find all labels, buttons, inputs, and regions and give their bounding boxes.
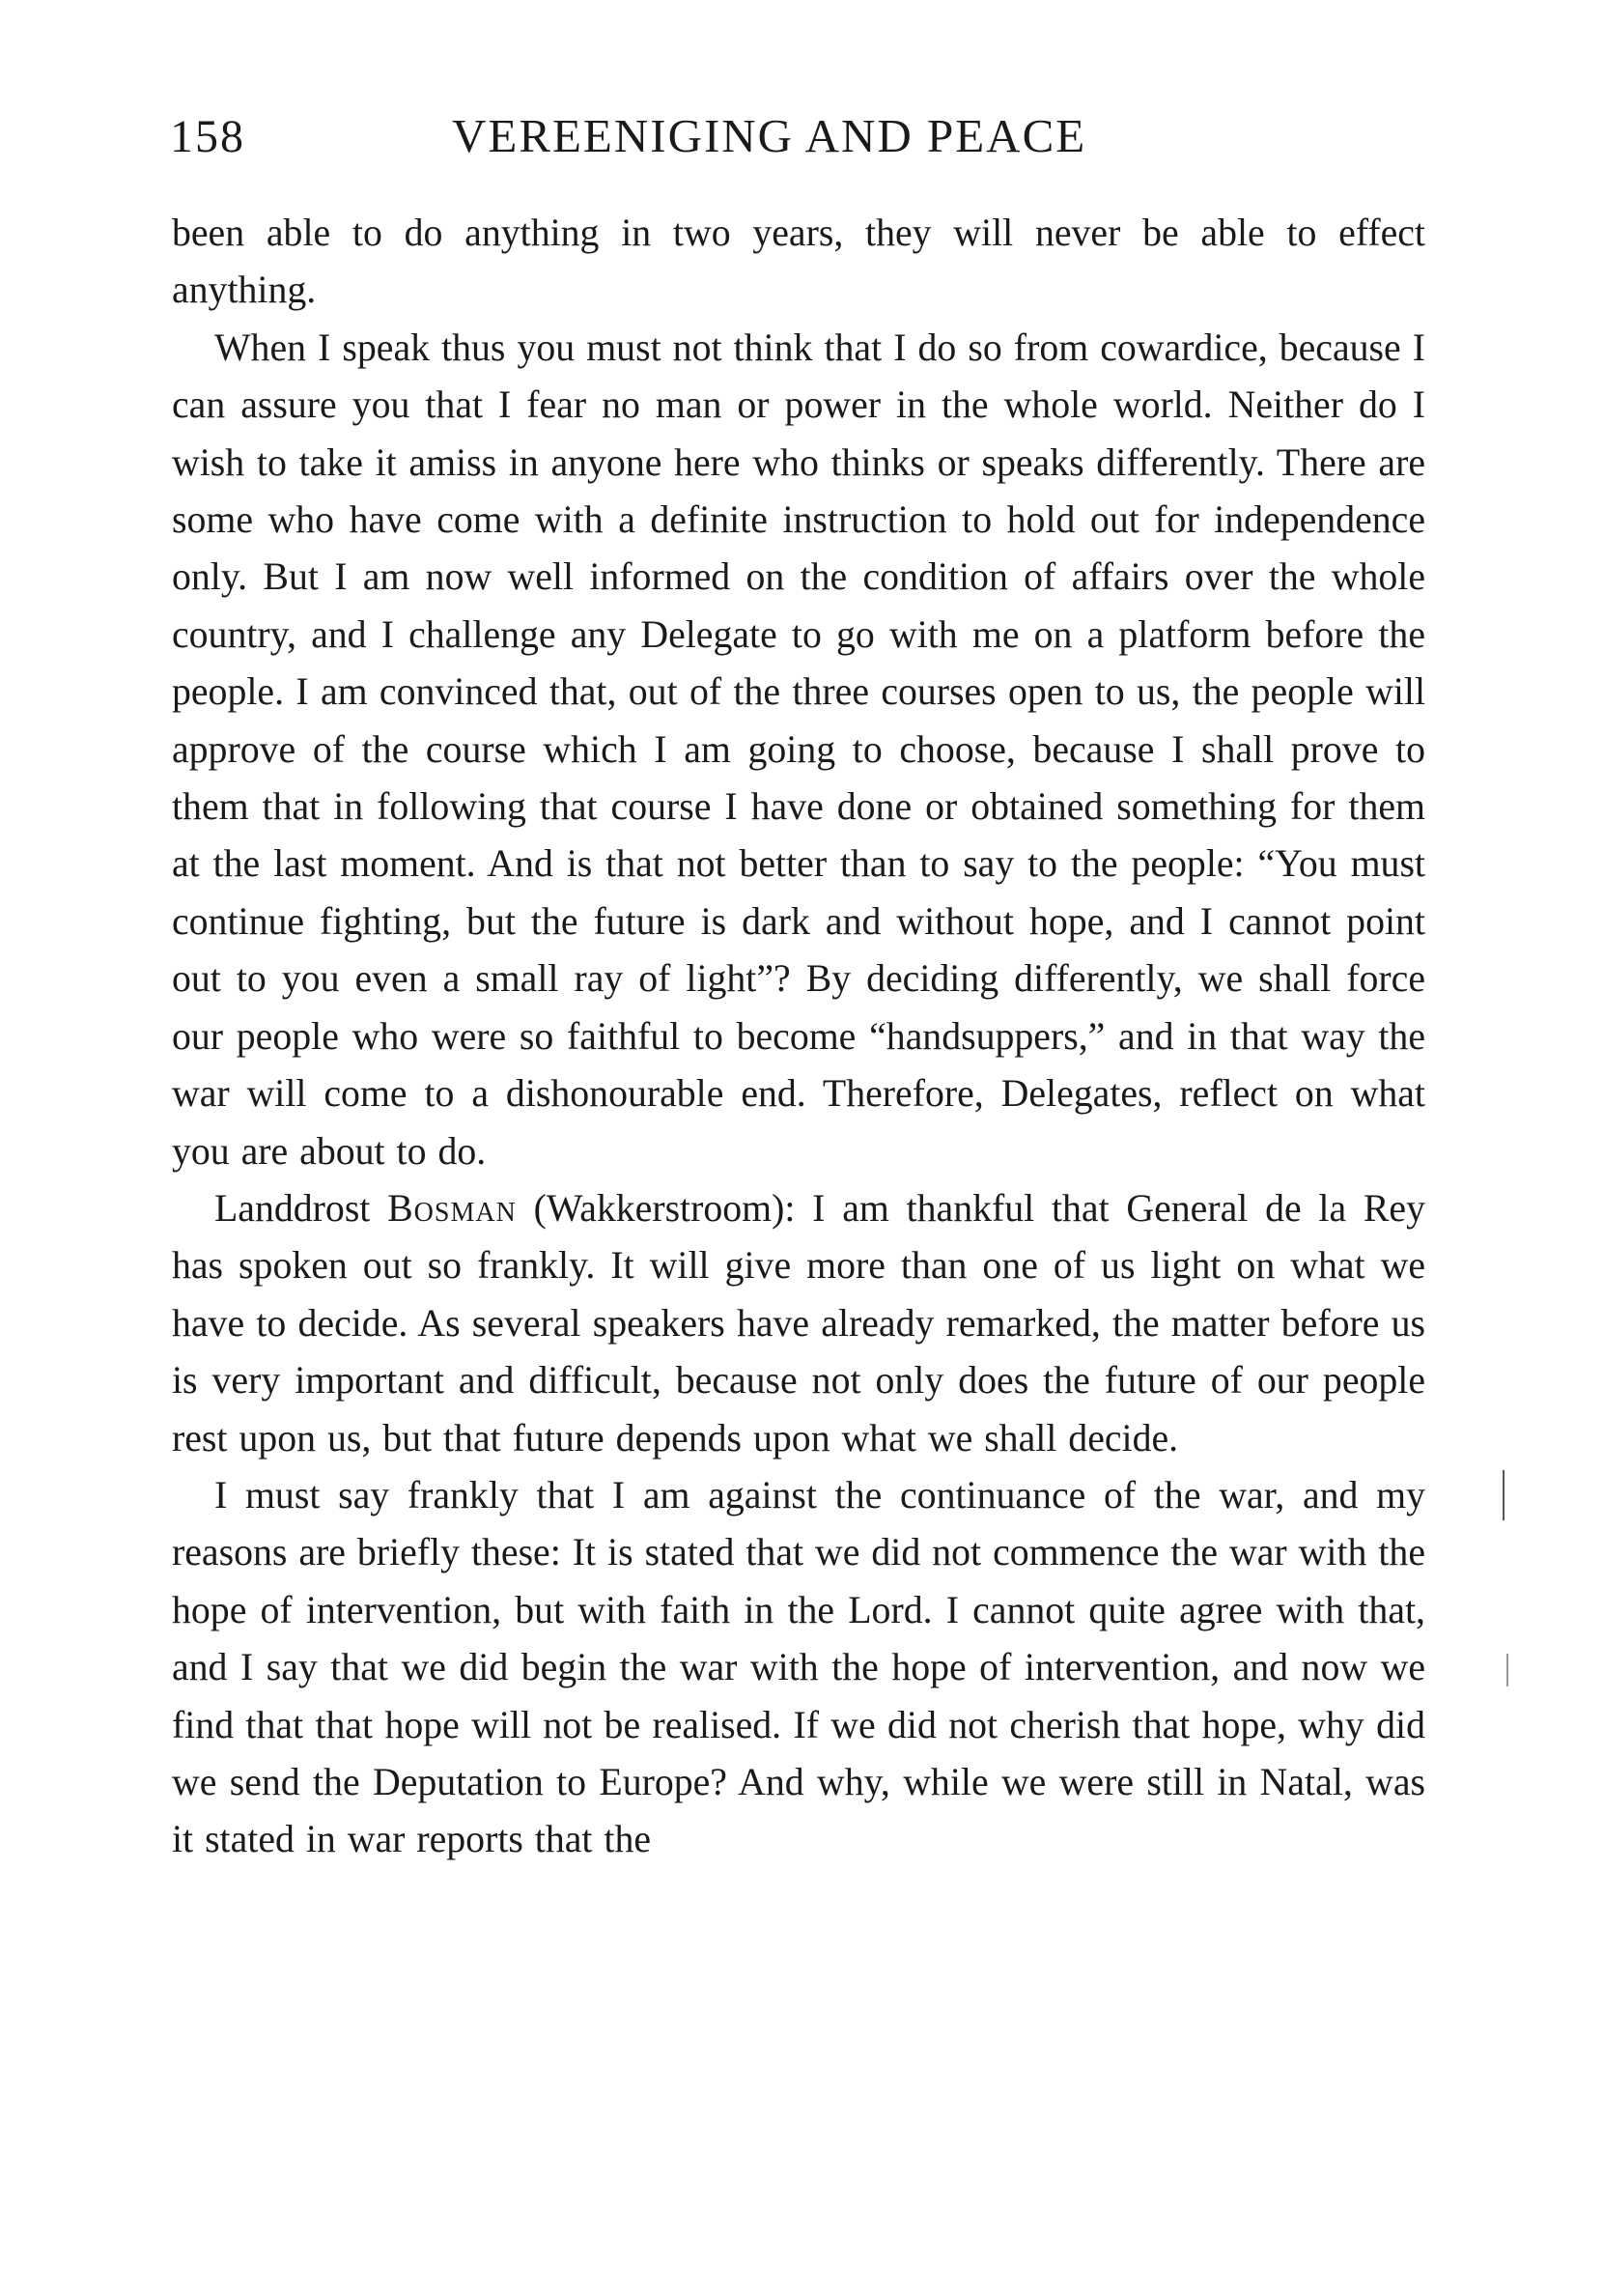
paragraph-speech bbox=[172, 1180, 1425, 1467]
running-head bbox=[170, 104, 1429, 172]
speech-text: (Wakkerstroom): I am thankful that General de la Rey has spoken out so frankly. It will give more than one of us light on what we have to decide. As several speakers have already remarked, the matter before us is very important and difficult, because not only does the future of our people rest upon us, but that future depends upon what we shall decide. bbox=[172, 1186, 1425, 1460]
paragraph: I must say frankly that I am against the continuance of the war, and my reasons are briefly these: It is stated that we did not commence the war with the hope of intervention, but with faith in the Lord. I cannot quite agree with that, and I say that we did begin the war with the hope of intervention, and now we find that that hope will not be realised. If we did not cherish that hope, why did we send the Deputation to Europe? And why, while we were still in Natal, was it stated in war reports that the bbox=[172, 1473, 1425, 1861]
speaker-name: Bosman bbox=[387, 1186, 517, 1230]
paragraph-continuation: been able to do anything in two years, they will never be able to effect anything. bbox=[172, 212, 1425, 312]
margin-scan-mark bbox=[1506, 1654, 1508, 1687]
page-number: 158 bbox=[170, 111, 245, 162]
margin-scan-mark bbox=[1503, 1470, 1505, 1520]
running-title: VEREENIGING AND PEACE bbox=[452, 109, 1087, 162]
body-text bbox=[172, 205, 1425, 1869]
paragraph: When I speak thus you must not think that I do so from cowardice, because I can assure you that I fear no man or power in the whole world. Neither do I wish to take it amiss in anyone here who thinks or speaks differently. There are some who have come with a definite instruction to hold out for independence only. But I am now well informed on the condition of affairs over the whole country, and I challenge any Delegate to go with me on a platform before the people. I am convinced that, out of the three courses open to us, the people will approve of the course which I am going to choose, because I shall prove to them that in following that course I have done or obtained something for them at the last moment. And is that not better than to say to the people: “You must continue fighting, but the future is dark and without hope, and I cannot point out to you even a small ray of light”? By deciding differently, we shall force our people who were so faithful to become “handsuppers,” and in that way the war will come to a dishonourable end. Therefore, Delegates, reflect on what you are about to do. bbox=[172, 326, 1425, 1173]
speaker-title: Landdrost bbox=[214, 1186, 388, 1230]
